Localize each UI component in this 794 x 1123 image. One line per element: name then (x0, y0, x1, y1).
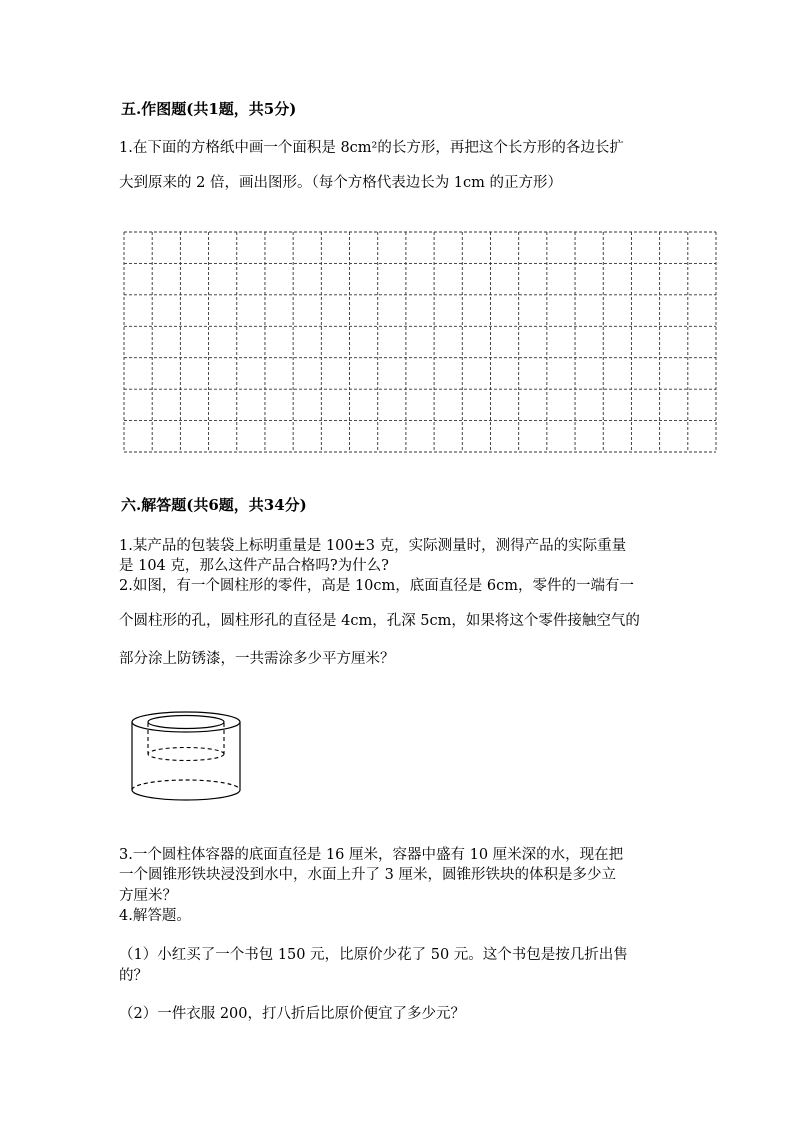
section6-q3-line1: 3.一个圆柱体容器的底面直径是 16 厘米，容器中盛有 10 厘米深的水，现在把 (119, 847, 624, 863)
dashed-square-grid (123, 231, 717, 453)
section5-heading: 五.作图题(共1题，共5分) (121, 100, 297, 118)
section6-q1-line2: 是 104 克，那么这件产品合格吗?为什么? (119, 558, 389, 574)
section6-q1-line1: 1.某产品的包装袋上标明重量是 100±3 克，实际测量时，测得产品的实际重量 (119, 538, 627, 554)
section6-q4-sub1-line1: （1）小红买了一个书包 150 元，比原价少花了 50 元。这个书包是按几折出售 (119, 947, 628, 963)
section5-q1-line1: 1.在下面的方格纸中画一个面积是 8cm²的长方形，再把这个长方形的各边长扩 (119, 140, 624, 156)
section6-q2-line3: 部分涂上防锈漆，一共需涂多少平方厘米？ (119, 651, 395, 667)
section6-heading: 六.解答题(共6题，共34分) (121, 496, 307, 514)
section6-q4-sub2: （2）一件衣服 200，打八折后比原价便宜了多少元？ (119, 1006, 466, 1022)
cylinder-with-hole-figure (127, 708, 245, 804)
section6-q3-line2: 一个圆锥形铁块浸没到水中，水面上升了 3 厘米，圆锥形铁块的体积是多少立 (119, 867, 616, 883)
section5-q1-line2: 大到原来的 2 倍，画出图形。（每个方格代表边长为 1cm 的正方形） (119, 175, 563, 191)
section6-q2-line1: 2.如图，有一个圆柱形的零件，高是 10cm，底面直径是 6cm，零件的一端有一 (119, 578, 634, 594)
section6-q2-line2: 个圆柱形的孔，圆柱形孔的直径是 4cm，孔深 5cm，如果将这个零件接触空气的 (119, 613, 640, 629)
section6-q3-line3: 方厘米？ (119, 888, 177, 904)
section6-q4-sub1-line2: 的？ (119, 968, 148, 984)
section6-q4-title: 4.解答题。 (119, 908, 191, 924)
